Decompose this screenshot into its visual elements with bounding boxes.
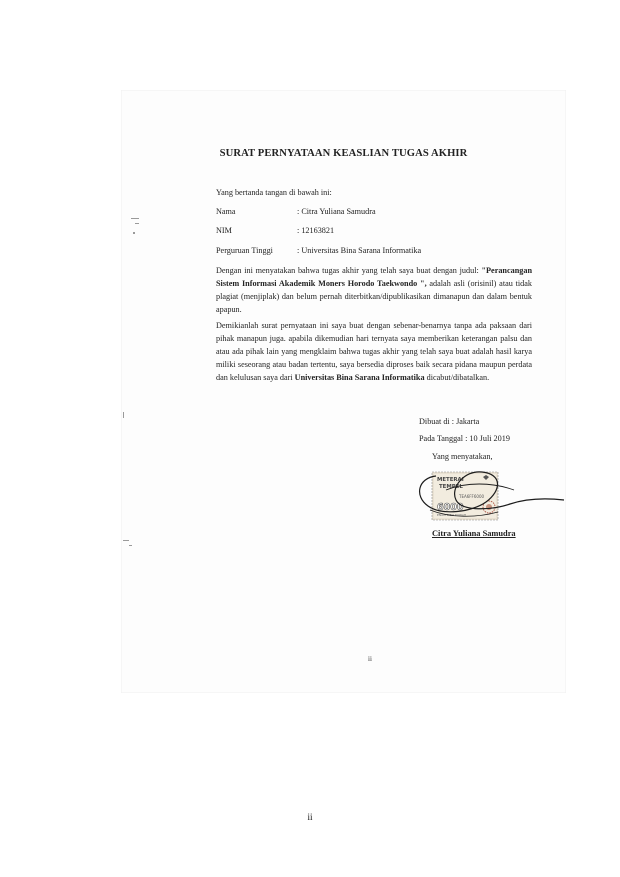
field-label-nim: NIM xyxy=(216,226,232,235)
svg-text:6000: 6000 xyxy=(437,502,464,513)
handwritten-signature xyxy=(406,468,566,526)
intro-text: Yang bertanda tangan di bawah ini: xyxy=(216,188,332,197)
statement-paragraph xyxy=(216,265,532,317)
svg-text:TEA6FF6000: TEA6FF6000 xyxy=(459,494,485,499)
field-value-nim: : 12163821 xyxy=(297,226,335,235)
scan-artifact xyxy=(133,232,135,234)
scan-artifact xyxy=(123,540,129,541)
declaration-tail: dicabut/dibatalkan. xyxy=(424,372,490,382)
svg-text:ENAM RIBU RUPIAH: ENAM RIBU RUPIAH xyxy=(437,513,467,517)
closing-text: Yang menyatakan, xyxy=(432,452,493,461)
scan-artifact xyxy=(135,223,139,224)
date-text: Pada Tanggal : 10 Juli 2019 xyxy=(419,434,510,443)
field-value-nama: : Citra Yuliana Samudra xyxy=(297,207,376,216)
document-title: SURAT PERNYATAAN KEASLIAN TUGAS AKHIR xyxy=(219,148,468,159)
scan-artifact xyxy=(123,412,124,418)
declaration-text: Demikianlah surat pernyataan ini saya buat dengan sebenar-benarnya tanpa ada paksaan dari pihak manapun juga. apabila dikemudian hari ternyata saya memberikan keterangan palsu dan atau ada pihak lain yang mengklaim bahwa tugas akhir yang telah saya buat adalah hasil karya miliki seseorang atau badan tertentu, saya bersedia diproses baik secara pidana maupun perdata dan kelulusan saya dari xyxy=(216,321,532,382)
thesis-title: "Perancangan Sistem Informasi Akademik Moners Horodo Taekwondo ", xyxy=(216,266,532,288)
scan-artifact xyxy=(131,218,139,219)
field-label-nama: Nama xyxy=(216,207,236,216)
scan-artifact xyxy=(129,545,132,546)
place-text: Dibuat di : Jakarta xyxy=(419,417,480,426)
svg-text:METERAI: METERAI xyxy=(437,477,464,483)
statement-rest: adalah asli (orisinil) atau tidak plagiat (menjiplak) dan belum pernah diterbitkan/dipublikasikan dimanapun dan dalam bentuk apapun. xyxy=(216,278,532,314)
page-number: ii xyxy=(307,812,313,822)
scanned-page xyxy=(121,90,566,693)
signer-name: Citra Yuliana Samudra xyxy=(432,529,516,538)
scan-page-number: ii xyxy=(368,655,372,663)
svg-text:TEMPEL: TEMPEL xyxy=(439,484,463,490)
field-label-perguruan: Perguruan Tinggi xyxy=(216,246,273,255)
declaration-paragraph xyxy=(216,320,532,385)
statement-lead: Dengan ini menyatakan bahwa tugas akhir yang telah saya buat dengan judul: xyxy=(216,266,479,275)
field-value-perguruan: : Universitas Bina Sarana Informatika xyxy=(297,246,422,255)
institution-name: Universitas Bina Sarana Informatika xyxy=(294,372,425,382)
